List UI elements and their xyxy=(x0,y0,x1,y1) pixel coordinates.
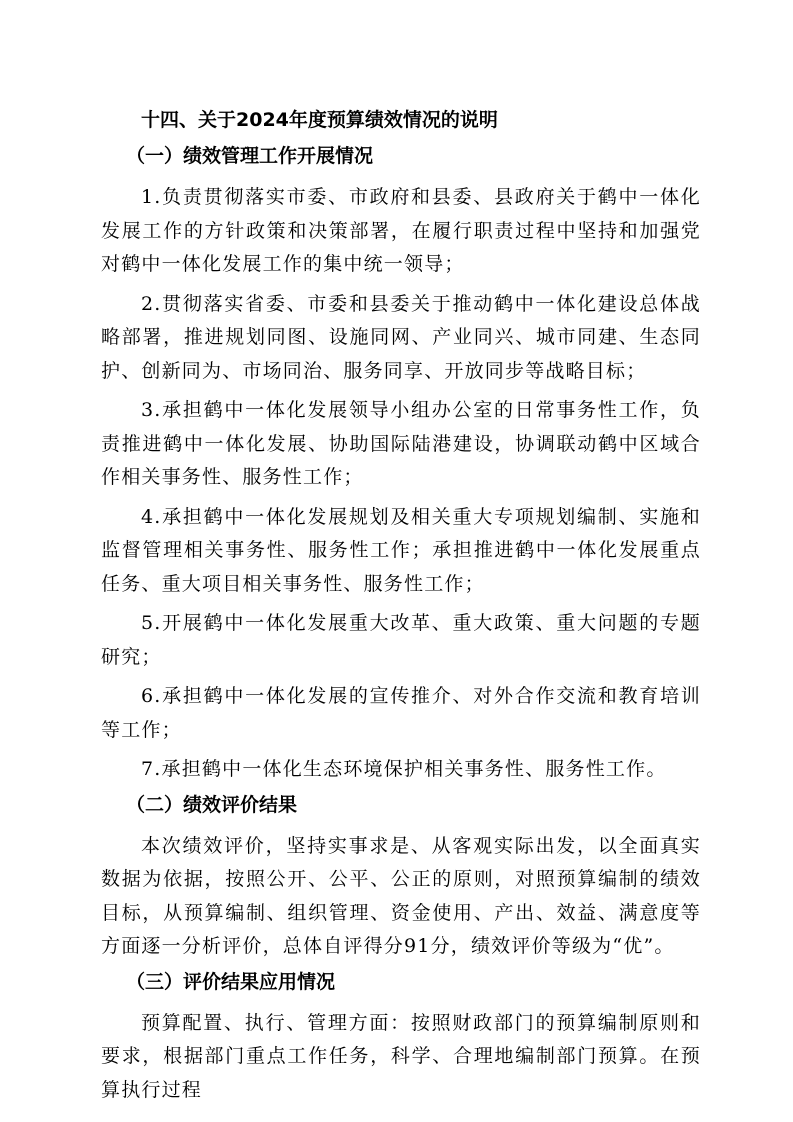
paragraph-duty-6: 6.承担鹤中一体化发展的宣传推介、对外合作交流和教育培训等工作； xyxy=(101,685,701,741)
paragraph-duty-5: 5.开展鹤中一体化发展重大改革、重大政策、重大问题的专题研究； xyxy=(101,612,701,668)
document-page xyxy=(101,108,701,1107)
subsection-heading-1: （一）绩效管理工作开展情况 xyxy=(126,145,374,167)
paragraph-duty-2: 2.贯彻落实省委、市委和县委关于推动鹤中一体化建设总体战略部署，推进规划同图、设施同网、产业同兴、城市同建、生态同护、创新同为、市场同治、服务同享、开放同步等战略目标； xyxy=(101,292,701,382)
paragraph-duty-1: 1.负责贯彻落实市委、市政府和县委、县政府关于鹤中一体化发展工作的方针政策和决策部署，在履行职责过程中坚持和加强党对鹤中一体化发展工作的集中统一领导； xyxy=(101,186,701,275)
paragraph-duty-3: 3.承担鹤中一体化发展领导小组办公室的日常事务性工作，负责推进鹤中一体化发展、协助国际陆港建设，协调联动鹤中区域合作相关事务性、服务性工作； xyxy=(101,399,701,488)
paragraph-evaluation-result: 本次绩效评价，坚持实事求是、从客观实际出发，以全面真实数据为依据，按照公开、公平、公正的原则，对照预算编制的绩效目标，从预算编制、组织管理、资金使用、产出、效益、满意度等方面逐一分析评价，总体自评得分91分，绩效评价等级为“优”。 xyxy=(101,834,701,957)
subsection-heading-2: （二）绩效评价结果 xyxy=(126,793,298,816)
section-title: 十四、关于2024年度预算绩效情况的说明 xyxy=(141,109,498,131)
paragraph-duty-4: 4.承担鹤中一体化发展规划及相关重大专项规划编制、实施和监督管理相关事务性、服务性工作；承担推进鹤中一体化发展重点任务、重大项目相关事务性、服务性工作； xyxy=(101,505,701,595)
subsection-heading-3: （三）评价结果应用情况 xyxy=(126,970,336,993)
paragraph-duty-7: 7.承担鹤中一体化生态环境保护相关事务性、服务性工作。 xyxy=(141,758,667,780)
paragraph-result-application: 预算配置、执行、管理方面：按照财政部门的预算编制原则和要求，根据部门重点工作任务，科学、合理地编制部门预算。在预算执行过程 xyxy=(101,1011,701,1101)
